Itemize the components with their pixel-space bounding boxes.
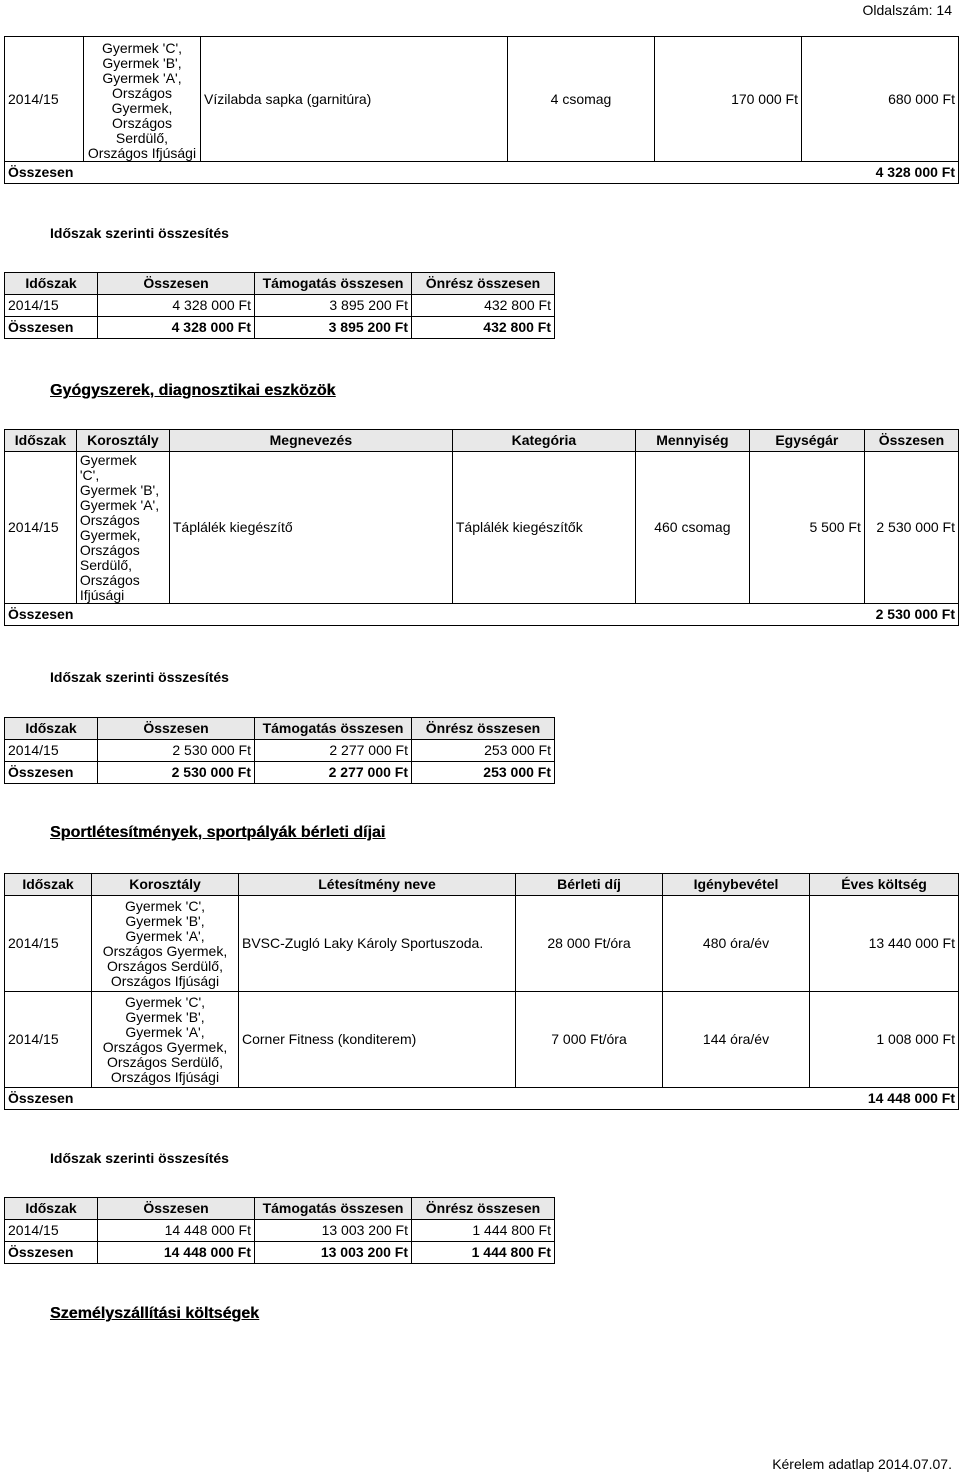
header-total: Összesen xyxy=(98,273,255,295)
facilities-table xyxy=(4,873,959,1110)
table-row xyxy=(5,896,959,992)
equipment-table xyxy=(4,36,959,184)
usage-cell: 144 óra/év xyxy=(663,992,810,1088)
total-value: 14 448 000 Ft xyxy=(810,1088,959,1110)
table-row xyxy=(5,1220,555,1242)
header-unit-price: Egységár xyxy=(749,430,864,452)
footer-text: Kérelem adatlap 2014.07.07. xyxy=(772,1456,952,1472)
header-total: Összesen xyxy=(864,430,958,452)
period-cell: 2014/15 xyxy=(5,992,92,1088)
spacer xyxy=(84,162,802,184)
quantity-cell: 4 csomag xyxy=(508,37,655,162)
header-row xyxy=(5,874,959,896)
own-cell: 1 444 800 Ft xyxy=(412,1220,555,1242)
facility-cell: BVSC-Zugló Laky Károly Sportuszoda. xyxy=(239,896,516,992)
total-row xyxy=(5,762,555,784)
total-row xyxy=(5,1088,959,1110)
total-cell: 14 448 000 Ft xyxy=(98,1220,255,1242)
header-total: Összesen xyxy=(98,1198,255,1220)
spacer xyxy=(76,604,864,626)
support-cell: 2 277 000 Ft xyxy=(255,762,412,784)
own-cell: 432 800 Ft xyxy=(412,295,555,317)
table-row xyxy=(5,740,555,762)
age-group-cell: Gyermek 'C', Gyermek 'B', Gyermek 'A', Országos Gyermek, Országos Serdülő, Országos Ifjúsági xyxy=(92,896,239,992)
total-row xyxy=(5,162,959,184)
age-group-cell: Gyermek 'C', Gyermek 'B', Gyermek 'A', Országos Gyermek, Országos Serdülő, Országos Ifjúsági xyxy=(84,37,201,162)
header-facility: Létesítmény neve xyxy=(239,874,516,896)
header-own: Önrész összesen xyxy=(412,273,555,295)
section-title-medicines: Gyógyszerek, diagnosztikai eszközök xyxy=(50,382,336,399)
header-own: Önrész összesen xyxy=(412,1198,555,1220)
total-cell: 2 530 000 Ft xyxy=(98,762,255,784)
summary-header-row xyxy=(5,273,555,295)
summary-table-3 xyxy=(4,1197,555,1264)
age-group-cell: Gyermek 'C', Gyermek 'B', Gyermek 'A', Országos Gyermek, Országos Serdülő, Országos Ifjúsági xyxy=(76,452,169,604)
header-support: Támogatás összesen xyxy=(255,1198,412,1220)
total-row xyxy=(5,1242,555,1264)
summary-table-1 xyxy=(4,272,555,339)
header-period: Időszak xyxy=(5,430,77,452)
period-cell: 2014/15 xyxy=(5,740,98,762)
unit-price-cell: 5 500 Ft xyxy=(749,452,864,604)
cost-cell: 13 440 000 Ft xyxy=(810,896,959,992)
name-cell: Táplálék kiegészítő xyxy=(169,452,452,604)
total-cell: 4 328 000 Ft xyxy=(98,295,255,317)
header-age: Korosztály xyxy=(92,874,239,896)
table-row xyxy=(5,295,555,317)
header-period: Időszak xyxy=(5,273,98,295)
unit-price-cell: 170 000 Ft xyxy=(655,37,802,162)
fee-cell: 7 000 Ft/óra xyxy=(516,992,663,1088)
period-cell: 2014/15 xyxy=(5,452,77,604)
section-title-facilities: Sportlétesítmények, sportpályák bérleti díjai xyxy=(50,824,386,841)
page-number: Oldalszám: 14 xyxy=(862,2,952,18)
own-cell: 432 800 Ft xyxy=(412,317,555,339)
summary-title: Időszak szerinti összesítés xyxy=(50,225,229,241)
total-label: Összesen xyxy=(5,162,84,184)
support-cell: 3 895 200 Ft xyxy=(255,295,412,317)
category-cell: Táplálék kiegészítők xyxy=(452,452,635,604)
header-period: Időszak xyxy=(5,718,98,740)
header-support: Támogatás összesen xyxy=(255,718,412,740)
age-group-cell: Gyermek 'C', Gyermek 'B', Gyermek 'A', Országos Gyermek, Országos Serdülő, Országos Ifjúsági xyxy=(92,992,239,1088)
total-label: Összesen xyxy=(5,317,98,339)
facility-cell: Corner Fitness (konditerem) xyxy=(239,992,516,1088)
medicines-table xyxy=(4,429,959,626)
support-cell: 13 003 200 Ft xyxy=(255,1220,412,1242)
total-cell: 2 530 000 Ft xyxy=(98,740,255,762)
total-label: Összesen xyxy=(5,604,77,626)
total-row xyxy=(5,317,555,339)
support-cell: 13 003 200 Ft xyxy=(255,1242,412,1264)
total-label: Összesen xyxy=(5,762,98,784)
name-cell: Vízilabda sapka (garnitúra) xyxy=(201,37,508,162)
total-cell: 680 000 Ft xyxy=(802,37,959,162)
period-cell: 2014/15 xyxy=(5,37,84,162)
header-support: Támogatás összesen xyxy=(255,273,412,295)
total-cell: 2 530 000 Ft xyxy=(864,452,958,604)
total-value: 2 530 000 Ft xyxy=(864,604,958,626)
own-cell: 253 000 Ft xyxy=(412,740,555,762)
total-cell: 4 328 000 Ft xyxy=(98,317,255,339)
quantity-cell: 460 csomag xyxy=(635,452,749,604)
table-row xyxy=(5,452,959,604)
header-usage: Igénybevétel xyxy=(663,874,810,896)
usage-cell: 480 óra/év xyxy=(663,896,810,992)
period-cell: 2014/15 xyxy=(5,1220,98,1242)
summary-header-row xyxy=(5,718,555,740)
table-row xyxy=(5,992,959,1088)
header-period: Időszak xyxy=(5,874,92,896)
header-total: Összesen xyxy=(98,718,255,740)
header-age: Korosztály xyxy=(76,430,169,452)
total-label: Összesen xyxy=(5,1242,98,1264)
header-cost: Éves költség xyxy=(810,874,959,896)
section-title-transport: Személyszállítási költségek xyxy=(50,1305,259,1322)
summary-title: Időszak szerinti összesítés xyxy=(50,669,229,685)
table-row xyxy=(5,37,959,162)
cost-cell: 1 008 000 Ft xyxy=(810,992,959,1088)
total-value: 4 328 000 Ft xyxy=(802,162,959,184)
own-cell: 253 000 Ft xyxy=(412,762,555,784)
support-cell: 3 895 200 Ft xyxy=(255,317,412,339)
header-period: Időszak xyxy=(5,1198,98,1220)
period-cell: 2014/15 xyxy=(5,896,92,992)
summary-table-2 xyxy=(4,717,555,784)
header-category: Kategória xyxy=(452,430,635,452)
header-name: Megnevezés xyxy=(169,430,452,452)
header-own: Önrész összesen xyxy=(412,718,555,740)
header-quantity: Mennyiség xyxy=(635,430,749,452)
summary-title: Időszak szerinti összesítés xyxy=(50,1150,229,1166)
header-row xyxy=(5,430,959,452)
total-cell: 14 448 000 Ft xyxy=(98,1242,255,1264)
summary-header-row xyxy=(5,1198,555,1220)
spacer xyxy=(92,1088,810,1110)
support-cell: 2 277 000 Ft xyxy=(255,740,412,762)
period-cell: 2014/15 xyxy=(5,295,98,317)
total-label: Összesen xyxy=(5,1088,92,1110)
own-cell: 1 444 800 Ft xyxy=(412,1242,555,1264)
fee-cell: 28 000 Ft/óra xyxy=(516,896,663,992)
header-fee: Bérleti díj xyxy=(516,874,663,896)
total-row xyxy=(5,604,959,626)
